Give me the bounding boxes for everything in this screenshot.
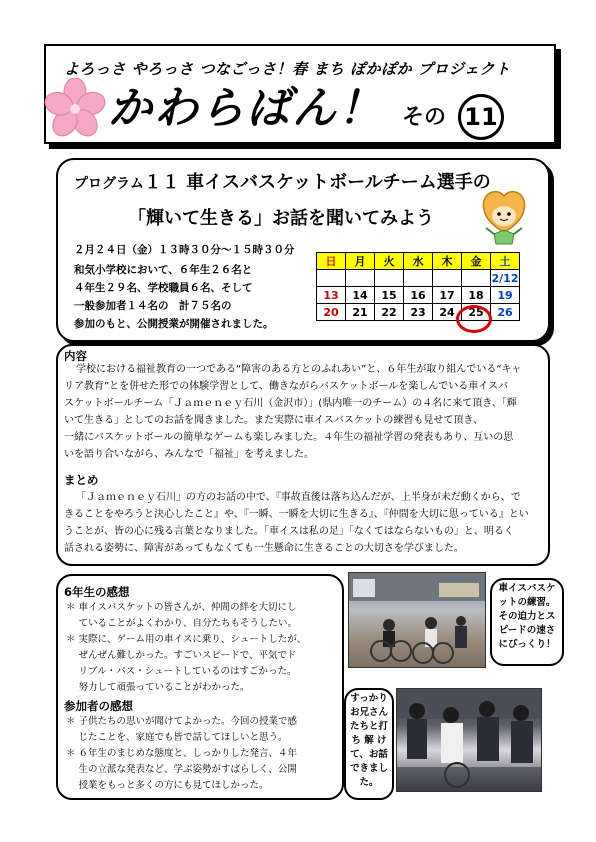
calendar-cell: 20 <box>317 304 346 321</box>
calendar-cell: 25 <box>462 304 491 321</box>
summary-heading: まとめ <box>64 473 99 487</box>
caption-line: ットの練習。 <box>498 597 556 608</box>
event-info-line: ４年生２９名、学校職員６名、そして <box>74 282 253 294</box>
calendar-cell: 16 <box>404 287 433 304</box>
caption-line: ピードの速さ <box>498 625 556 636</box>
event-datetime: ２月２４日（金）１３時３０分～１５時３０分 <box>74 244 295 256</box>
participant-impression-line: ＊ 子供たちの思いが聞けてよかった。今回の授業で感 <box>66 716 298 727</box>
wheelchair-basketball-photo <box>348 572 486 668</box>
calendar-cell: 15 <box>375 287 404 304</box>
calendar-cell: 18 <box>462 287 491 304</box>
calendar-cell <box>375 270 404 287</box>
content-line: リア教育”とを併せた形での体験学習として、働きながらバスケットボールを楽しんでいる車イスバ <box>64 381 509 392</box>
february-calendar <box>316 252 520 321</box>
caption-line: すっかり <box>350 693 388 704</box>
content-line: スケットボールチーム「Ｊａｍｅｎｅｙ石川（金沢市）」(県内唯一のチーム）の４名に来て頂き、「輝 <box>64 398 517 409</box>
calendar-day-header: 日 <box>317 253 346 270</box>
summary-line: 「Ｊａｍｅｎｅｙ石川」の方のお話の中で、『事故直後は落ち込んだが、上半身が未だ動くから、で <box>76 492 521 503</box>
student-impression-line: ＊ 車イスバスケットの皆さんが、仲間の絆を大切にし <box>66 602 297 613</box>
summary-line: きることをやろうと決心したこと』や、『一瞬、一瞬を大切に生きる』、『仲間を大切に思っている』とい <box>64 509 529 520</box>
calendar-cell: 2/12 <box>491 271 519 285</box>
caption-line: て、お話 <box>350 749 388 760</box>
event-info-line: 和気小学校において、６年生２６名と <box>74 264 253 276</box>
participant-impression-line: 授業をもっと多くの方にも見てほしかった。 <box>66 780 269 791</box>
participant-impression-line: じたことを、家庭でも皆で話してほしいと思う。 <box>66 732 288 743</box>
photo2-caption-bubble <box>344 688 394 800</box>
calendar-cell: 23 <box>404 304 433 321</box>
project-tagline: よろっさ やろっさ つなごっさ！春 まち ぽかぽか プロジェクト <box>64 60 511 78</box>
students-talking-photo <box>396 688 542 792</box>
calendar-cell: 22 <box>375 304 404 321</box>
student-impression-line: 努力して頑張っていることがわかった。 <box>66 682 250 693</box>
calendar-day-header: 金 <box>462 253 491 270</box>
student-impression-line: ＊ 実際に、ゲーム用の車イスに乗り、シュートしたが、 <box>66 634 307 645</box>
calendar-cell: 17 <box>433 287 462 304</box>
student-impression-line: リブル・パス・シュートしているのはすごかった。 <box>66 666 297 677</box>
calendar-day-header: 土 <box>491 253 520 270</box>
content-line: 学校における福祉教育の一つである“障害のある方とのふれあい”と、６年生が取り組んでいる“キャ <box>76 364 522 375</box>
program-number: １１ <box>143 172 180 193</box>
calendar-day-header: 月 <box>346 253 375 270</box>
calendar-day-header: 水 <box>404 253 433 270</box>
participants-impressions-heading: 参加者の感想 <box>64 699 133 713</box>
calendar-cell <box>346 270 375 287</box>
calendar-day-header: 木 <box>433 253 462 270</box>
caption-line: お兄さん <box>349 707 388 718</box>
issue-prefix: その <box>402 105 447 130</box>
student-impression-line: ぜんぜん難しかった。すごいスピードで、平気でド <box>66 650 297 661</box>
content-line: いて生きる」としてのお話を聞きました。また実際に車イスバスケットの練習も見せて頂き、 <box>64 415 483 426</box>
caption-line: できまし <box>349 763 388 774</box>
issue-number: 11 <box>458 94 504 140</box>
calendar-cell <box>433 270 462 287</box>
caption-line: にびっくり！ <box>498 639 556 650</box>
mascot-icon <box>474 188 534 248</box>
event-info-line: 一般参加者１４名の 計７５名の <box>74 300 232 312</box>
program-label: プログラム <box>74 176 144 192</box>
calendar-cell: 26 <box>491 304 520 321</box>
content-line: いを語り合いながら、みんなで「福祉」を考えました。 <box>64 449 314 460</box>
event-info-line: 参加のもと、公開授業が開催されました。 <box>74 318 274 330</box>
calendar-cell: 13 <box>317 287 346 304</box>
participant-impression-line: 生の立派な発表など、学ぶ姿勢がすばらしく、公開 <box>66 764 297 775</box>
calendar-cell <box>317 270 346 287</box>
caption-line: た。 <box>359 777 379 788</box>
program-title-line2: 「輝いて生きる」お話を聞いてみよう <box>128 208 434 229</box>
program-title-line1 <box>74 168 491 194</box>
caption-line: その迫力とス <box>498 611 556 622</box>
calendar-cell-event-day: 24 <box>433 304 462 321</box>
program-title: 車イスバスケットボールチーム選手の <box>186 172 491 193</box>
participant-impression-line: ＊ ６年生のまじめな態度と、しっかりした発言、４年 <box>66 748 298 759</box>
newsletter-title: かわらばん！ <box>108 83 384 134</box>
calendar-cell: 21 <box>346 304 375 321</box>
summary-line: 話される姿勢に、障害があってもなくても一生懸命に生きることの大切さを学びました。 <box>64 543 464 554</box>
content-line: 一緒にバスケットボールの簡単なゲームも楽しみました。４年生の福祉学習の発表もあり、互いの思 <box>64 432 514 443</box>
calendar-cell: 19 <box>491 287 520 304</box>
caption-line: ち 解 け <box>351 735 387 746</box>
summary-line: うことが、皆の心に残る言葉となりました。「車イスは私の足」「なくてはならないもの」と、明るく <box>64 526 514 537</box>
event-day-circle <box>456 305 492 333</box>
cherry-blossom-icon <box>44 78 106 140</box>
calendar-cell: 14 <box>346 287 375 304</box>
content-heading: 内容 <box>64 349 87 363</box>
photo1-caption-bubble <box>490 578 564 666</box>
calendar-day-header: 火 <box>375 253 404 270</box>
caption-line: たちと打 <box>349 721 388 732</box>
students-impressions-heading: 6年生の感想 <box>64 585 130 599</box>
calendar-cell <box>462 270 491 287</box>
calendar-cell <box>404 270 433 287</box>
student-impression-line: ていることがよくわかり、自分たちもそうしたい。 <box>66 618 298 629</box>
caption-line: 車イスバスケ <box>498 583 556 594</box>
